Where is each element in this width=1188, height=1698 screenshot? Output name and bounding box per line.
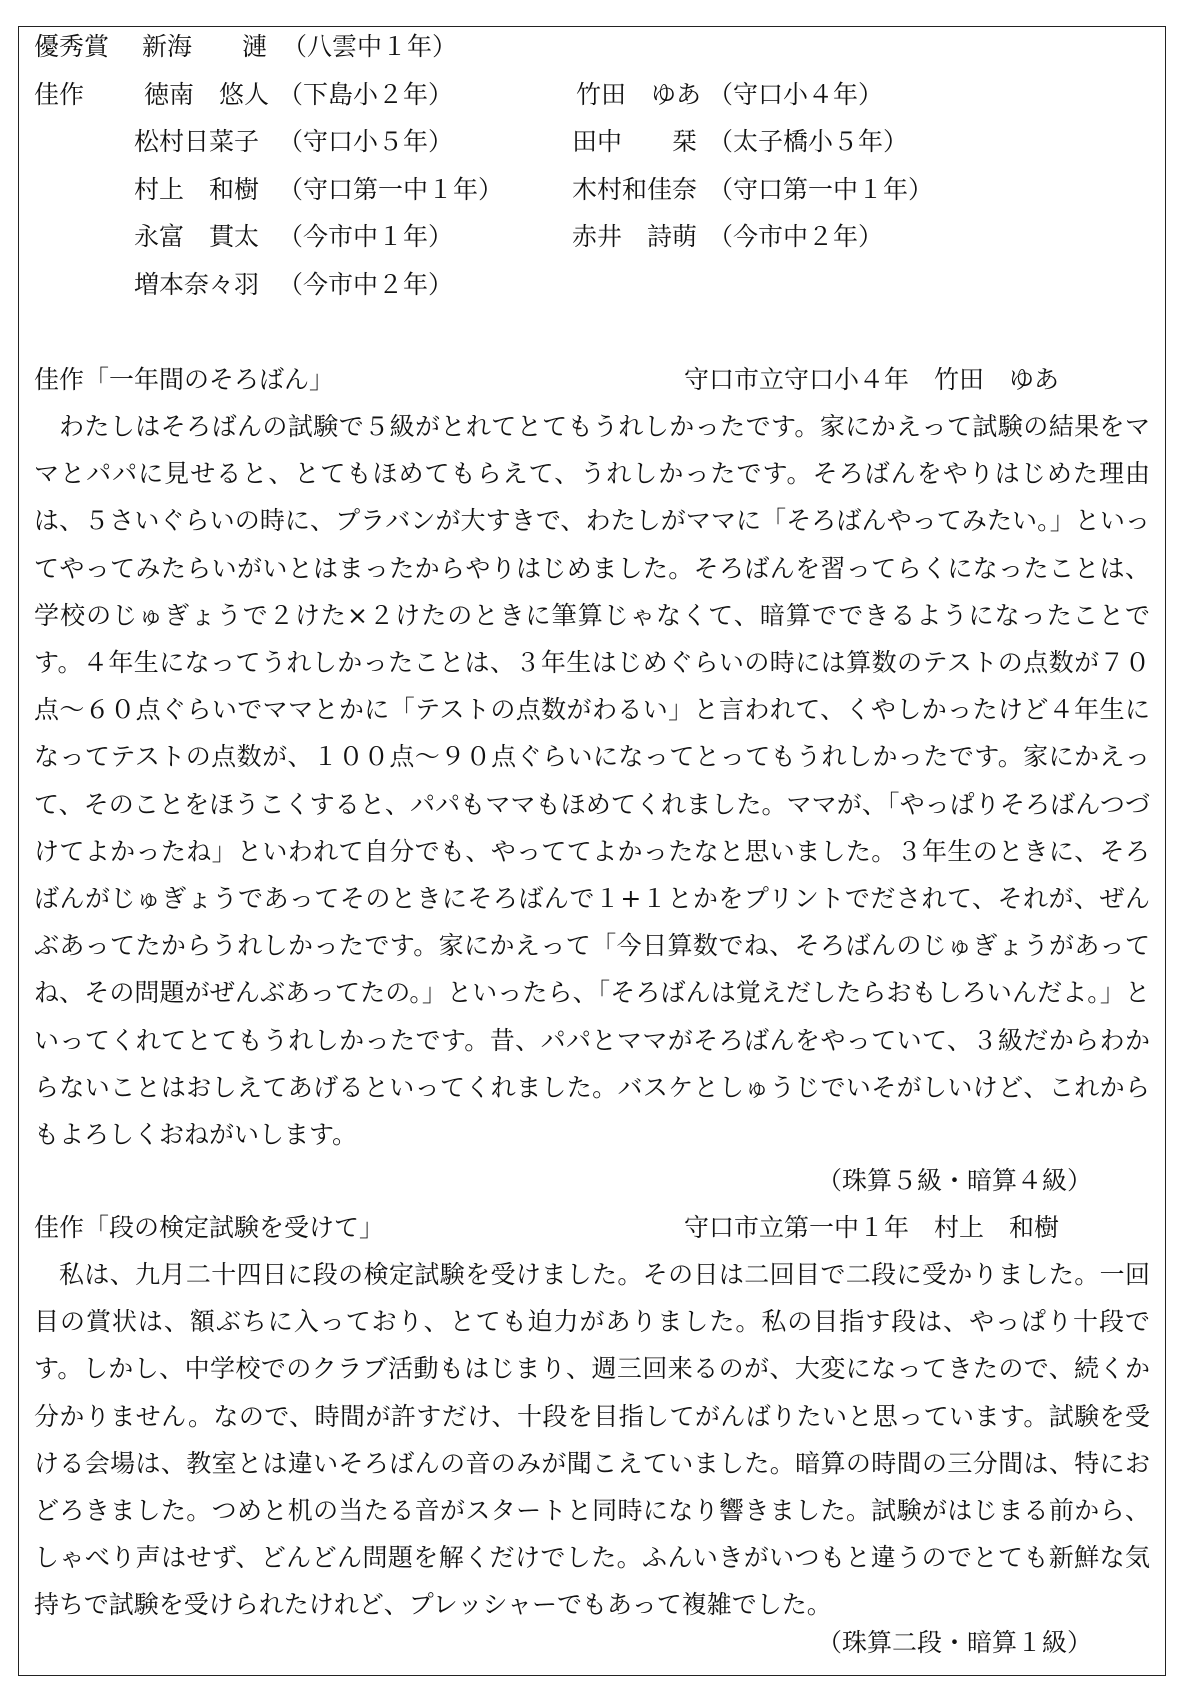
fine-school: （守口小５年） [278, 127, 454, 156]
essay-body: わたしはそろばんの試験で５級がとれてとてもうれしかったです。家にかえって試験の結果をママとパパに見せると、とてもほめてもらえて、うれしかったです。そろばんをやりはじめた理由は、５さいぐらいの時に、プラバンが大すきで、わたしがママに「そろばんやってみたい。」といってやってみたらいがいとはまったからやりはじめました。そろばんを習ってらくになったことは、学校のじゅぎょうで２けた×２けたのときに筆算じゃなくて、暗算でできるようになったことです。４年生になってうれしかったことは、３年生はじめぐらいの時には算数のテストの点数が７０点～６０点ぐらいでママとかに「テストの点数がわるい」と言われて、くやしかったけど４年生になってテストの点数が、１００点～９０点ぐらいになってとってもうれしかったです。家にかえって、そのことをほうこくすると、パパもママもほめてくれました。ママが、「やっぱりそろばんつづけてよかったね」といわれて自分でも、やっててよかったなと思いました。３年生のときに、そろばんがじゅぎょうであってそのときにそろばんで１+１とかをプリントでだされて、それが、ぜんぶあってたからうれしかったです。家にかえって「今日算数でね、そろばんのじゅぎょうがあってね、その問題がぜんぶあってたの。」といったら、「そろばんは覚えだしたらおもしろいんだよ。」といってくれてとてもうれしかったです。昔、パパとママがそろばんをやっていて、３級だからわからないことはおしえてあげるといってくれました。バスケとしゅうじでいそがしいけど、これからもよろしくおねがいします。 [34, 412, 1150, 1150]
fine-name: 赤井 詩萌 [572, 222, 698, 251]
fine-name: 徳南 悠人 [144, 80, 270, 109]
essay-author: 守口市立第一中１年 村上 和樹 [684, 1213, 1060, 1242]
fine-name: 田中 栞 [572, 127, 698, 156]
essay-heading [34, 1213, 1128, 1243]
excellent-name: 新海 漣 [142, 32, 268, 61]
fine-name: 木村和佳奈 [572, 175, 698, 204]
fine-name: 竹田 ゆあ [576, 80, 702, 109]
fine-school: （今市中２年） [708, 222, 884, 251]
fine-name: 増本奈々羽 [134, 270, 260, 299]
fine-school: （下島小２年） [278, 80, 454, 109]
fine-name: 村上 和樹 [134, 175, 260, 204]
fine-name: 松村日菜子 [134, 127, 260, 156]
essay-body: 私は、九月二十四日に段の検定試験を受けました。その日は二回目で二段に受かりました。一回目の賞状は、額ぶちに入っており、とても迫力がありました。私の目指す段は、やっぱり十段です。しかし、中学校でのクラブ活動もはじまり、週三回来るのが、大変になってきたので、続くか分かりません。なので、時間が許すだけ、十段を目指してがんばりたいと思っています。試験を受ける会場は、教室とは違いそろばんの音のみが聞こえていました。暗算の時間の三分間は、特におどろきました。つめと机の当たる音がスタートと同時になり響きました。試験がはじまる前から、しゃべり声はせず、どんどん問題を解くだけでした。ふんいきがいつもと違うのでとても新鮮な気持ちで試験を受けられたけれど、プレッシャーでもあって複雑でした。 [34, 1260, 1150, 1620]
fine-school: （太子橋小５年） [708, 127, 909, 156]
fine-school: （守口小４年） [708, 80, 884, 109]
fine-school: （今市中１年） [278, 222, 454, 251]
essay-author: 守口市立守口小４年 竹田 ゆあ [684, 365, 1060, 394]
essay-title: 佳作「一年間のそろばん」 [34, 365, 335, 394]
essay-grade: （珠算二段・暗算１級） [816, 1628, 1092, 1657]
essay-heading [34, 365, 1128, 395]
essay-title: 佳作「段の検定試験を受けて」 [34, 1213, 385, 1242]
fine-school: （守口第一中１年） [278, 175, 504, 204]
fine-school: （守口第一中１年） [708, 175, 934, 204]
essay-grade: （珠算５級・暗算４級） [816, 1166, 1092, 1195]
fine-label: 佳作 [34, 80, 85, 109]
excellent-label: 優秀賞 [34, 32, 110, 61]
excellent-school: （八雲中１年） [282, 32, 458, 61]
fine-school: （今市中２年） [278, 270, 454, 299]
fine-name: 永富 貫太 [134, 222, 260, 251]
